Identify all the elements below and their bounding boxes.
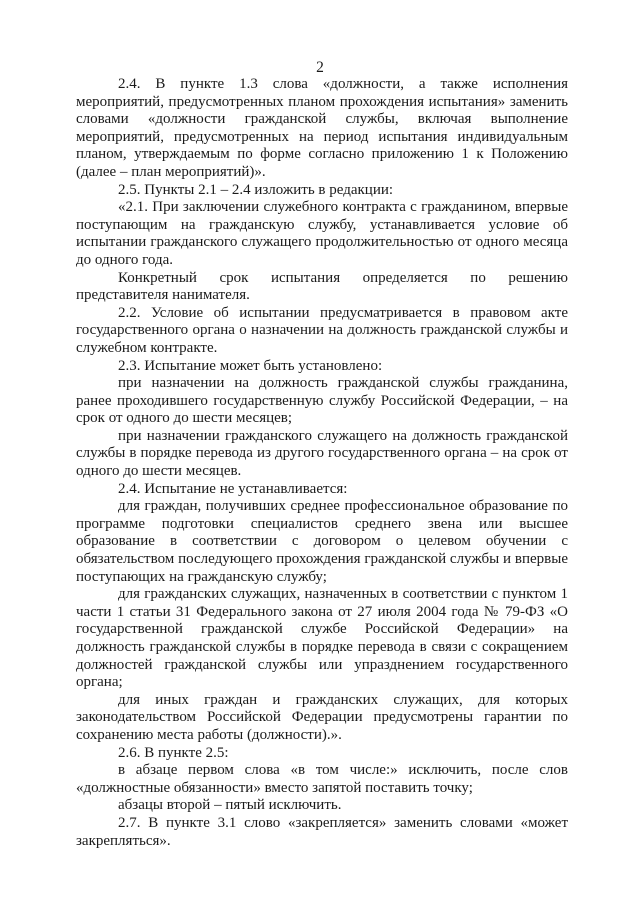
paragraph-2-5-heading: 2.5. Пункты 2.1 – 2.4 изложить в редакции:: [118, 181, 394, 198]
paragraph-2-6: 2.6. В пункте 2.5:: [118, 744, 229, 761]
paragraph-2-6-item-2: абзацы второй – пятый исключить.: [118, 797, 342, 814]
paragraph-2-4: 2.4. Испытание не устанавливается:: [118, 480, 348, 497]
paragraph-2-4-item-3: для иных граждан и гражданских служащих, для которых законодательством Российской Федерации предусмотрены гарантии по сохранению места работы (должности).».: [76, 691, 568, 743]
paragraph-2-3: 2.3. Испытание может быть установлено:: [118, 357, 383, 374]
paragraph-2-2: 2.2. Условие об испытании предусматривается в правовом акте государственного органа о назначении на должность гражданской службы и служебном контракте.: [76, 304, 568, 356]
paragraph-2-4-amend-1-3: 2.4. В пункте 1.3 слова «должности, а также исполнения мероприятий, предусмотренных планом прохождения испытания» заменить словами «должности гражданской службы, включая выполнение мероприятий, предусмотренных на период испытания индивидуальным планом, утверждаемым по форме согласно приложению 1 к Положению (далее – план мероприятий)».: [76, 76, 568, 180]
document-body: [76, 76, 568, 850]
paragraph-2-3-item-2: при назначении гражданского служащего на должность гражданской службы в порядке перевода из другого государственного органа – на срок от одного до шести месяцев.: [76, 427, 568, 480]
paragraph-2-4-item-2: для гражданских служащих, назначенных в соответствии с пунктом 1 части 1 статьи 31 Федерального закона от 27 июля 2004 года № 79-ФЗ «О государственной гражданской службе Российской Федерации» на должность гражданской службы в порядке перевода в связи с сокращением должностей гражданской службы или упразднением государственного органа;: [76, 586, 568, 691]
paragraph-2-7: 2.7. В пункте 3.1 слово «закрепляется» заменить словами «может закрепляться».: [76, 814, 568, 849]
paragraph-term-decision: Конкретный срок испытания определяется по решению представителя нанимателя.: [76, 269, 568, 304]
page-number: 2: [316, 59, 324, 76]
paragraph-2-6-item-1: в абзаце первом слова «в том числе:» исключить, после слов «должностные обязанности» вместо запятой поставить точку;: [76, 762, 568, 796]
paragraph-2-3-item-1: при назначении на должность гражданской службы гражданина, ранее проходившего государственную службу Российской Федерации, – на срок от одного до шести месяцев;: [76, 375, 568, 427]
paragraph-2-1: «2.1. При заключении служебного контракта с гражданином, впервые поступающим на гражданскую службу, устанавливается условие об испытании гражданского служащего продолжительностью от одного месяца до одного года.: [76, 199, 568, 268]
paragraph-2-4-item-1: для граждан, получивших среднее профессиональное образование по программе подготовки специалистов среднего звена или высшее образование в соответствии с договором о целевом обучении с обязательством последующего прохождения гражданской службы и впервые поступающих на гражданскую службу;: [76, 498, 568, 585]
